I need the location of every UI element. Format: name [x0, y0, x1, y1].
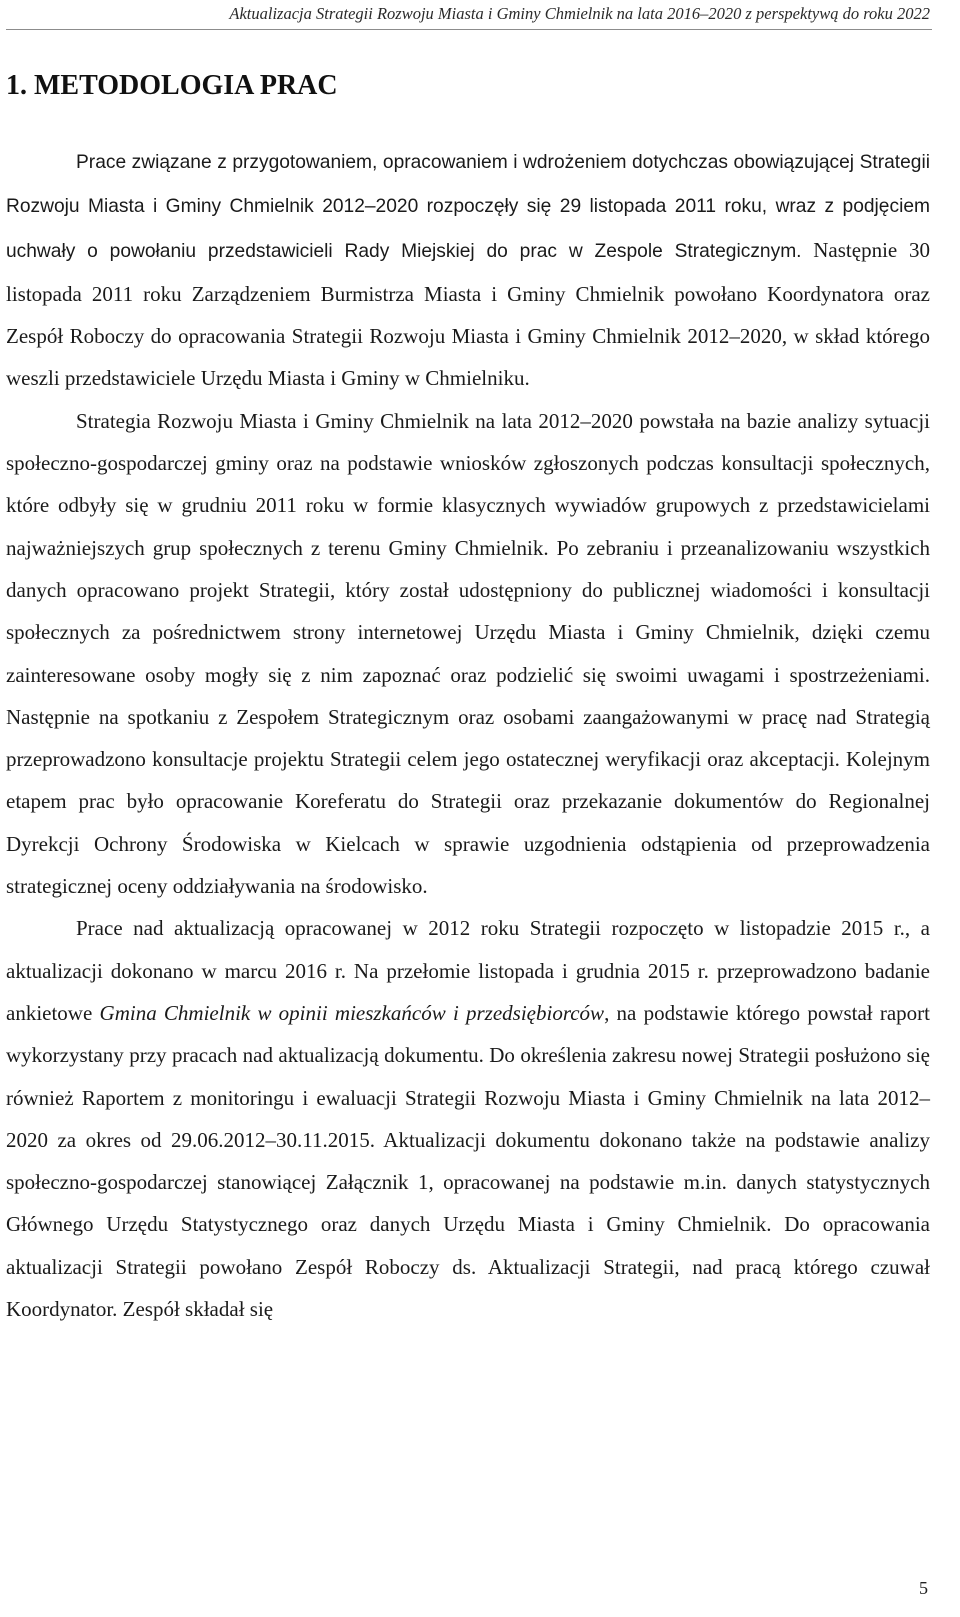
- header-divider: [6, 29, 932, 30]
- paragraph-3-intro: Prace nad aktualizacją opracowanej w 2012 roku Strategii rozpoczęto w listopadzie 2015 r., a aktualizacji dokonano w marcu 2016 r. Na przełomie listopada i grudnia 2015 r. przeprowadzono badanie ankietowe: [6, 916, 930, 1025]
- running-header: Aktualizacja Strategii Rozwoju Miasta i Gminy Chmielnik na lata 2016–2020 z perspektywą do roku 2022: [229, 4, 930, 23]
- survey-title: Gmina Chmielnik w opinii mieszkańców i przedsiębiorców: [99, 1000, 605, 1025]
- section-title: 1. METODOLOGIA PRAC: [6, 70, 338, 101]
- body-text: [6, 140, 930, 1330]
- paragraph-1-part-2: Następnie 30 listopada 2011 roku Zarządzeniem Burmistrza Miasta i Gminy Chmielnik powołano Koordynatora oraz Zespół Roboczy do opracowania Strategii Rozwoju Miasta i Gminy Chmielnik 2012–2020, w skład którego weszli przedstawiciele Urzędu Miasta i Gminy w Chmielniku.: [6, 237, 930, 391]
- paragraph-3: [6, 907, 930, 1330]
- paragraph-3-rest: , na podstawie którego powstał raport wykorzystany przy pracach nad aktualizacją dokumentu. Do określenia zakresu nowej Strategii posłużono się również Raportem z monitoringu i ewaluacji Strategii Rozwoju Miasta i Gminy Chmielnik na lata 2012–2020 za okres od 29.06.2012–30.11.2015. Aktualizacji dokumentu dokonano także na podstawie analizy społeczno-gospodarczej stanowiącej Załącznik 1, opracowanej na podstawie m.in. danych statystycznych Głównego Urzędu Statystycznego oraz danych Urzędu Miasta i Gminy Chmielnik. Do opracowania aktualizacji Strategii powołano Zespół Roboczy ds. Aktualizacji Strategii, nad pracą którego czuwał Koordynator. Zespół składał się: [6, 1000, 931, 1322]
- paragraph-1-part-1: Prace związane z przygotowaniem, opracowaniem i wdrożeniem dotychczas obowiązującej Strategii Rozwoju Miasta i Gminy Chmielnik 2012–2020 rozpoczęły się 29 listopada 2011 roku, wraz z podjęciem uchwały o powołaniu przedstawicieli Rady Miejskiej do prac w Zespole Strategicznym.: [6, 152, 930, 262]
- page-number: 5: [919, 1578, 928, 1598]
- paragraph-2: Strategia Rozwoju Miasta i Gminy Chmielnik na lata 2012–2020 powstała na bazie analizy sytuacji społeczno-gospodarczej gminy oraz na podstawie wniosków zgłoszonych podczas konsultacji społecznych, które odbyły się w grudniu 2011 roku w formie klasycznych wywiadów grupowych z przedstawicielami najważniejszych grup społecznych z terenu Gminy Chmielnik. Po zebraniu i przeanalizowaniu wszystkich danych opracowano projekt Strategii, który został udostępniony do publicznej wiadomości i konsultacji społecznych za pośrednictwem strony internetowej Urzędu Miasta i Gminy Chmielnik, dzięki czemu zainteresowane osoby mogły się z nim zapoznać oraz podzielić się swoimi uwagami i spostrzeżeniami. Następnie na spotkaniu z Zespołem Strategicznym oraz osobami zaangażowanymi w pracę nad Strategią przeprowadzono konsultacje projektu Strategii celem jego ostatecznej weryfikacji oraz akceptacji. Kolejnym etapem prac było opracowanie Koreferatu do Strategii oraz przekazanie dokumentów do Regionalnej Dyrekcji Ochrony Środowiska w Kielcach w sprawie uzgodnienia odstąpienia od przeprowadzenia strategicznej oceny oddziaływania na środowisko.: [6, 408, 930, 899]
- paragraph-1: [6, 140, 930, 400]
